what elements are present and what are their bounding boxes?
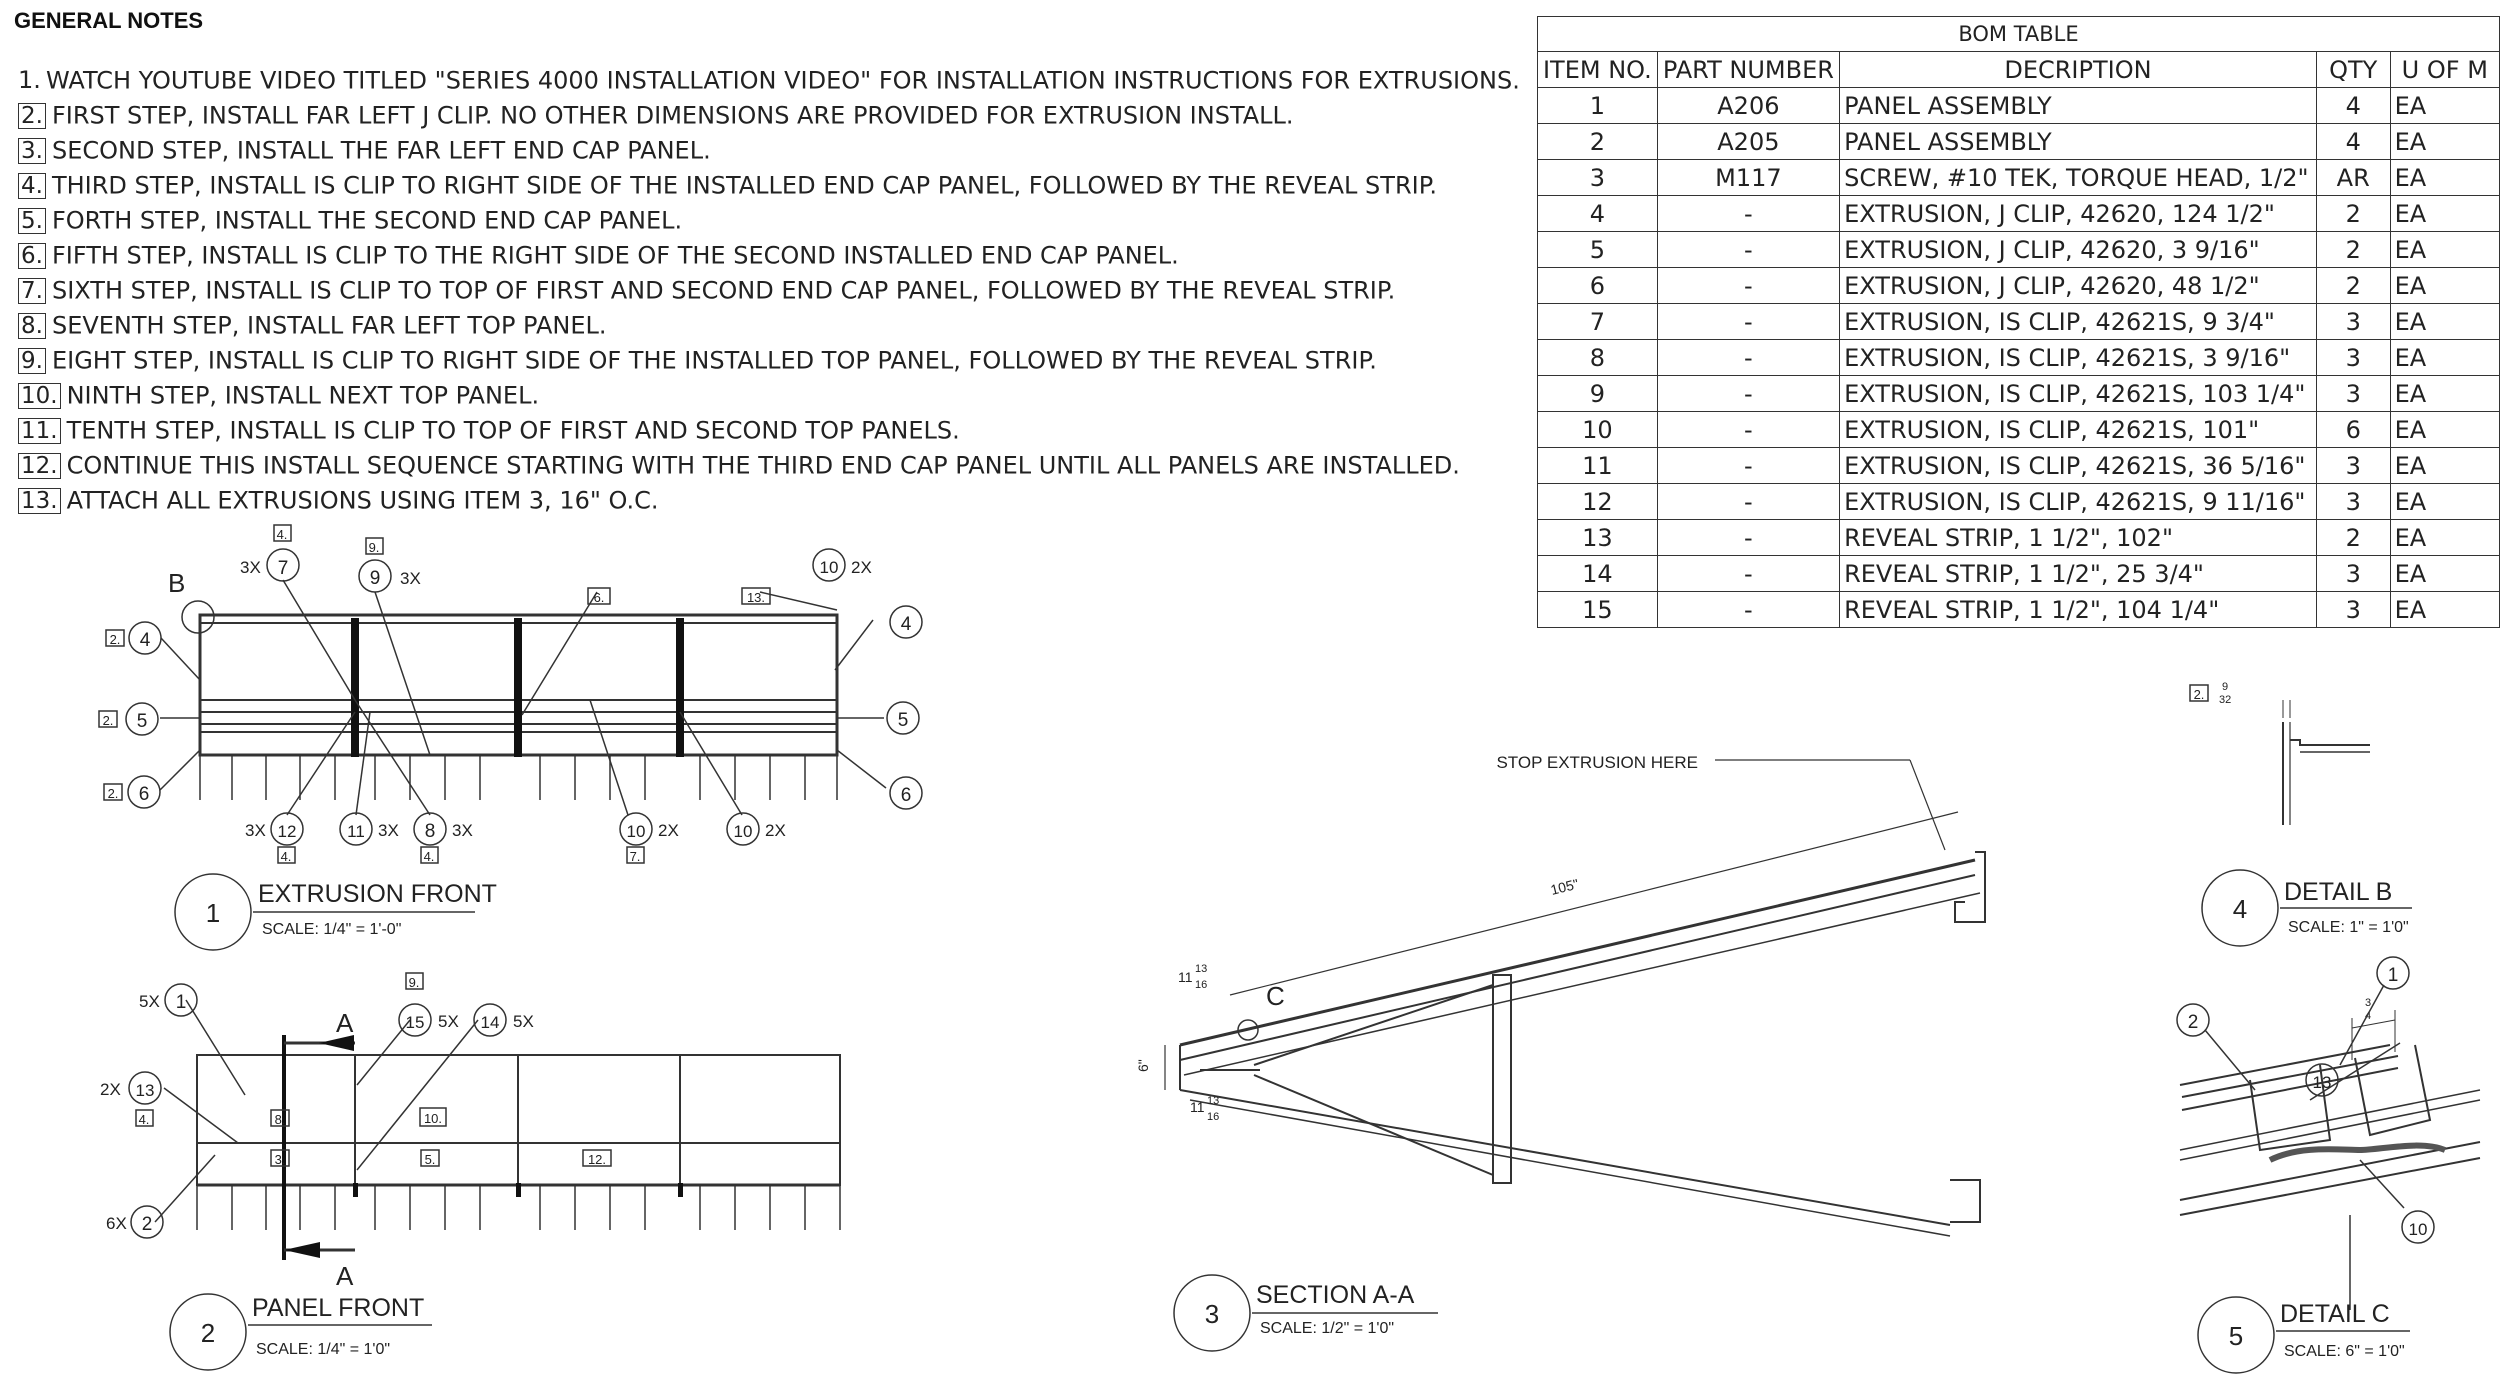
qty-3x-label: 3X (452, 821, 473, 840)
bom-cell: A206 (1657, 88, 1839, 124)
qty-2x-label: 2X (658, 821, 679, 840)
note-number: 6. (18, 243, 46, 269)
bom-cell: 4 (1538, 196, 1658, 232)
note-number: 9. (18, 348, 46, 374)
bom-cell: 3 (2316, 592, 2390, 628)
bom-cell: 6 (2316, 412, 2390, 448)
balloon-9: 9 (369, 568, 381, 589)
bom-cell: EXTRUSION, IS CLIP, 42621S, 9 11/16" (1840, 484, 2317, 520)
bom-cell: - (1657, 340, 1839, 376)
qty-3x-label: 3X (240, 558, 261, 577)
bom-cell: EA (2390, 556, 2499, 592)
section-a-label: A (336, 1008, 354, 1038)
note-text: FORTH STEP, INSTALL THE SECOND END CAP PANEL. (51, 206, 683, 235)
note-text: ATTACH ALL EXTRUSIONS USING ITEM 3, 16" O.C. (66, 486, 659, 515)
view-2-title: PANEL FRONT (252, 1294, 425, 1322)
step-flag-2: 2. (102, 713, 114, 728)
section-a-a-view (1135, 753, 1985, 1351)
balloon-8: 8 (424, 821, 436, 842)
bom-cell: EA (2390, 448, 2499, 484)
bom-cell: EXTRUSION, IS CLIP, 42621S, 36 5/16" (1840, 448, 2317, 484)
bom-cell: 3 (2316, 304, 2390, 340)
bom-cell: 2 (2316, 520, 2390, 556)
step-flag-4: 4. (138, 1112, 150, 1127)
stop-extrusion-note: STOP EXTRUSION HERE (1496, 753, 1698, 772)
bom-cell: 3 (2316, 556, 2390, 592)
bom-cell: EA (2390, 412, 2499, 448)
note-text: WATCH YOUTUBE VIDEO TITLED "SERIES 4000 INSTALLATION VIDEO" FOR INSTALLATION INSTRUCTIONS FOR EXTRUSIONS. (46, 66, 1520, 95)
balloon-2: 2 (141, 1214, 153, 1235)
bom-cell: 5 (1538, 232, 1658, 268)
bom-cell: REVEAL STRIP, 1 1/2", 25 3/4" (1840, 556, 2317, 592)
dim-3-num: 3 (2365, 997, 2372, 1009)
note-number: 1. (18, 66, 41, 94)
qty-2x-label: 2X (100, 1080, 121, 1099)
note-text: FIRST STEP, INSTALL FAR LEFT J CLIP. NO OTHER DIMENSIONS ARE PROVIDED FOR EXTRUSION INSTALL. (51, 101, 1294, 130)
bom-header-cell: U OF M (2390, 52, 2499, 88)
note-text: SECOND STEP, INSTALL THE FAR LEFT END CAP PANEL. (51, 136, 711, 165)
bom-cell: AR (2316, 160, 2390, 196)
view-1-title: EXTRUSION FRONT (258, 880, 497, 908)
view-4-number: 4 (2232, 894, 2248, 924)
bom-cell: EXTRUSION, IS CLIP, 42621S, 3 9/16" (1840, 340, 2317, 376)
balloon-10: 10 (733, 822, 753, 841)
extrusion-front-view (99, 525, 922, 950)
balloon-4: 4 (900, 614, 912, 635)
dim-11-top: 11 (1178, 969, 1193, 985)
bom-cell: 6 (1538, 268, 1658, 304)
bom-cell: EA (2390, 124, 2499, 160)
step-flag-13: 13. (746, 590, 766, 605)
detail-b-callout: B (168, 568, 186, 598)
bom-cell: EXTRUSION, J CLIP, 42620, 3 9/16" (1840, 232, 2317, 268)
step-flag-9: 9. (408, 975, 420, 990)
bom-cell: EXTRUSION, J CLIP, 42620, 48 1/2" (1840, 268, 2317, 304)
qty-5x-label: 5X (438, 1012, 459, 1031)
view-3-scale: SCALE: 1/2" = 1'0" (1260, 1320, 1395, 1337)
bom-cell: - (1657, 268, 1839, 304)
step-flag-2: 2. (109, 632, 121, 647)
view-5-title: DETAIL C (2280, 1300, 2390, 1328)
balloon-10: 10 (819, 558, 839, 577)
bom-cell: 3 (1538, 160, 1658, 196)
dim-9-num: 9 (2222, 681, 2229, 693)
note-text: CONTINUE THIS INSTALL SEQUENCE STARTING WITH THE THIRD END CAP PANEL UNTIL ALL PANELS ARE INSTALLED. (66, 451, 1460, 480)
note-text: THIRD STEP, INSTALL IS CLIP TO RIGHT SIDE OF THE INSTALLED END CAP PANEL, FOLLOWED BY THE REVEAL STRIP. (51, 171, 1438, 200)
bom-cell: EA (2390, 304, 2499, 340)
step-flag-2: 2. (2193, 687, 2205, 702)
bom-cell: - (1657, 520, 1839, 556)
note-text: SEVENTH STEP, INSTALL FAR LEFT TOP PANEL. (51, 311, 607, 340)
view-3-title: SECTION A-A (1256, 1281, 1415, 1309)
view-2-scale: SCALE: 1/4" = 1'0" (256, 1341, 391, 1358)
bom-cell: 12 (1538, 484, 1658, 520)
bom-cell: 11 (1538, 448, 1658, 484)
bom-cell: REVEAL STRIP, 1 1/2", 104 1/4" (1840, 592, 2317, 628)
bom-cell: EA (2390, 160, 2499, 196)
bom-cell: EA (2390, 196, 2499, 232)
bom-cell: 13 (1538, 520, 1658, 556)
qty-3x-label: 3X (245, 821, 266, 840)
view-5-number: 5 (2228, 1321, 2244, 1351)
note-number: 3. (18, 138, 46, 164)
step-flag-9: 9. (368, 540, 380, 555)
bom-cell: - (1657, 592, 1839, 628)
step-flag-7: 7. (629, 849, 641, 864)
step-flag-4: 4. (423, 849, 435, 864)
bom-cell: 1 (1538, 88, 1658, 124)
detail-b-view (2190, 681, 2412, 946)
bom-cell: PANEL ASSEMBLY (1840, 124, 2317, 160)
step-flag-4: 4. (276, 527, 288, 542)
qty-6x-label: 6X (106, 1214, 127, 1233)
bom-cell: 9 (1538, 376, 1658, 412)
note-text: TENTH STEP, INSTALL IS CLIP TO TOP OF FIRST AND SECOND TOP PANELS. (66, 416, 960, 445)
bom-cell: 4 (2316, 88, 2390, 124)
balloon-12: 12 (277, 822, 297, 841)
bom-cell: REVEAL STRIP, 1 1/2", 102" (1840, 520, 2317, 556)
dim-13-num: 13 (1207, 1095, 1220, 1107)
balloon-7: 7 (277, 558, 289, 579)
dim-16-den: 16 (1195, 979, 1208, 991)
bom-header-cell: QTY (2316, 52, 2390, 88)
note-number: 5. (18, 208, 46, 234)
note-number: 2. (18, 103, 46, 129)
bom-cell: 8 (1538, 340, 1658, 376)
dim-6: 6" (1135, 1059, 1151, 1072)
step-flag-12: 12. (587, 1152, 607, 1167)
bom-cell: 3 (2316, 340, 2390, 376)
step-flag-3: 3. (274, 1152, 286, 1167)
balloon-1: 1 (2387, 965, 2399, 986)
bom-cell: EA (2390, 268, 2499, 304)
note-number: 7. (18, 278, 46, 304)
bom-cell: - (1657, 448, 1839, 484)
bom-cell: 2 (2316, 232, 2390, 268)
view-2-number: 2 (200, 1318, 216, 1348)
note-number: 10. (18, 383, 61, 409)
bom-cell: EXTRUSION, J CLIP, 42620, 124 1/2" (1840, 196, 2317, 232)
step-flag-10: 10. (423, 1111, 443, 1126)
note-number: 13. (18, 488, 61, 514)
balloon-1: 1 (175, 992, 187, 1013)
bom-cell: EA (2390, 484, 2499, 520)
balloon-13: 13 (2312, 1073, 2332, 1092)
bom-header-cell: ITEM NO. (1538, 52, 1658, 88)
note-text: SIXTH STEP, INSTALL IS CLIP TO TOP OF FIRST AND SECOND END CAP PANEL, FOLLOWED BY THE REVEAL STRIP. (51, 276, 1396, 305)
balloon-15: 15 (405, 1013, 425, 1032)
balloon-4: 4 (139, 630, 151, 651)
view-4-title: DETAIL B (2284, 878, 2393, 906)
bom-cell: 3 (2316, 376, 2390, 412)
bom-cell: - (1657, 376, 1839, 412)
qty-2x-label: 2X (765, 821, 786, 840)
general-notes-title: GENERAL NOTES (14, 8, 204, 33)
balloon-6: 6 (900, 785, 912, 806)
bom-cell: SCREW, #10 TEK, TORQUE HEAD, 1/2" (1840, 160, 2317, 196)
bom-cell: 3 (2316, 448, 2390, 484)
view-1-number: 1 (205, 898, 221, 928)
qty-5x-label: 5X (139, 992, 160, 1011)
balloon-10: 10 (626, 822, 646, 841)
bom-cell: - (1657, 412, 1839, 448)
bom-cell: 7 (1538, 304, 1658, 340)
view-1-scale: SCALE: 1/4" = 1'-0" (262, 921, 402, 938)
bom-cell: EA (2390, 232, 2499, 268)
bom-cell: PANEL ASSEMBLY (1840, 88, 2317, 124)
note-number: 4. (18, 173, 46, 199)
balloon-5: 5 (897, 710, 909, 731)
bom-header-cell: DECRIPTION (1840, 52, 2317, 88)
note-text: FIFTH STEP, INSTALL IS CLIP TO THE RIGHT SIDE OF THE SECOND INSTALLED END CAP PANEL. (51, 241, 1179, 270)
balloon-11: 11 (347, 822, 365, 841)
view-5-scale: SCALE: 6" = 1'0" (2284, 1343, 2405, 1360)
bom-cell: 2 (1538, 124, 1658, 160)
qty-3x-label: 3X (400, 569, 421, 588)
bom-cell: - (1657, 196, 1839, 232)
view-3-number: 3 (1204, 1299, 1220, 1329)
balloon-10: 10 (2408, 1220, 2428, 1239)
bom-cell: EA (2390, 520, 2499, 556)
step-flag-5: 5. (424, 1152, 436, 1167)
qty-2x-label: 2X (851, 558, 872, 577)
note-number: 11. (18, 418, 61, 444)
balloon-13: 13 (135, 1081, 155, 1100)
qty-5x-label: 5X (513, 1012, 534, 1031)
dim-11-bottom: 11 (1190, 1099, 1205, 1115)
detail-c-view (2177, 957, 2480, 1373)
bom-cell: 2 (2316, 268, 2390, 304)
bom-cell: - (1657, 484, 1839, 520)
bom-cell: - (1657, 232, 1839, 268)
step-flag-6: 6. (593, 590, 605, 605)
bom-cell: EA (2390, 592, 2499, 628)
bom-cell: 2 (2316, 196, 2390, 232)
dim-13-num: 13 (1195, 963, 1208, 975)
bom-cell: EXTRUSION, IS CLIP, 42621S, 101" (1840, 412, 2317, 448)
bom-cell: - (1657, 304, 1839, 340)
balloon-2: 2 (2187, 1012, 2199, 1033)
bom-cell: A205 (1657, 124, 1839, 160)
panel-front-view (100, 973, 840, 1370)
bom-cell: 14 (1538, 556, 1658, 592)
step-flag-8: 8. (274, 1112, 286, 1127)
note-number: 12. (18, 453, 61, 479)
step-flag-2: 2. (107, 786, 119, 801)
dim-4-den: 4 (2365, 1010, 2372, 1022)
dim-105: 105" (1548, 875, 1581, 898)
bom-cell: 10 (1538, 412, 1658, 448)
detail-c-callout: C (1266, 981, 1285, 1011)
bom-cell: EA (2390, 376, 2499, 412)
bom-cell: EA (2390, 88, 2499, 124)
balloon-5: 5 (136, 711, 148, 732)
note-text: EIGHT STEP, INSTALL IS CLIP TO RIGHT SIDE OF THE INSTALLED TOP PANEL, FOLLOWED BY THE REVEAL STRIP. (51, 346, 1377, 375)
note-text: NINTH STEP, INSTALL NEXT TOP PANEL. (66, 381, 540, 410)
balloon-6: 6 (138, 784, 150, 805)
dim-32-den: 32 (2219, 694, 2232, 706)
bom-cell: 15 (1538, 592, 1658, 628)
bom-cell: 3 (2316, 484, 2390, 520)
balloon-14: 14 (480, 1013, 500, 1032)
bom-cell: - (1657, 556, 1839, 592)
bom-cell: EXTRUSION, IS CLIP, 42621S, 103 1/4" (1840, 376, 2317, 412)
bom-cell: EXTRUSION, IS CLIP, 42621S, 9 3/4" (1840, 304, 2317, 340)
dim-16-den: 16 (1207, 1111, 1220, 1123)
bom-table-title: BOM TABLE (1538, 17, 2500, 52)
section-a-label: A (336, 1261, 354, 1291)
view-4-scale: SCALE: 1" = 1'0" (2288, 919, 2409, 936)
bom-cell: M117 (1657, 160, 1839, 196)
bom-header-cell: PART NUMBER (1657, 52, 1839, 88)
step-flag-4: 4. (280, 849, 292, 864)
bom-cell: 4 (2316, 124, 2390, 160)
qty-3x-label: 3X (378, 821, 399, 840)
note-number: 8. (18, 313, 46, 339)
bom-cell: EA (2390, 340, 2499, 376)
